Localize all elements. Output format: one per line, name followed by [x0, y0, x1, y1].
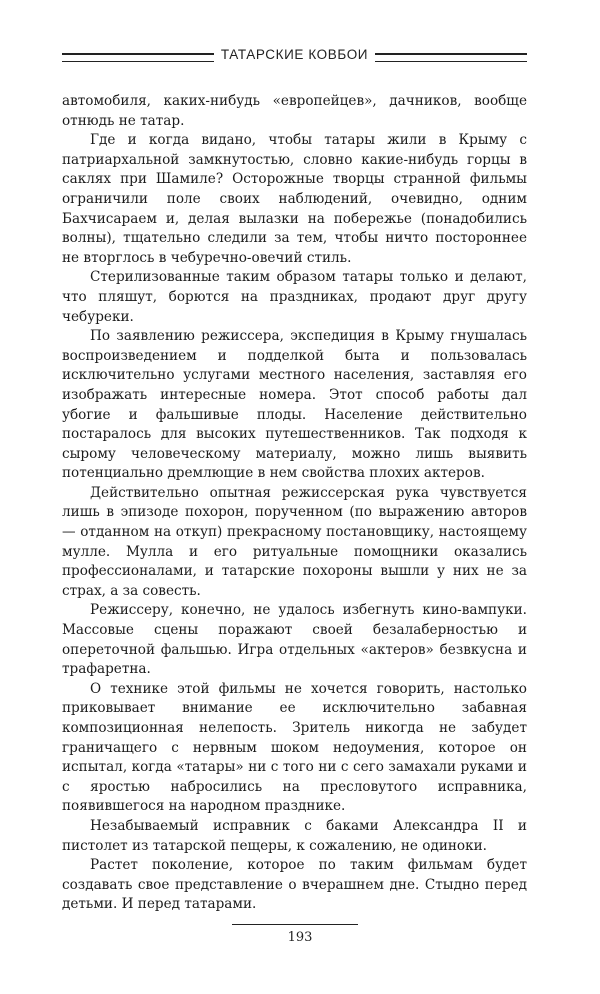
page-number: 193 [287, 930, 313, 945]
header-rule-left [62, 53, 214, 62]
paragraph: Растет поколение, которое по таким фильмам будет создавать свое представление о вчерашнем дне. Стыдно перед детьми. И перед татарами. [62, 857, 527, 913]
paragraph: Незабываемый исправник с баками Александра II и пистолет из татарской пещеры, к сожалению, не одиноки. [62, 817, 527, 854]
paragraph: По заявлению режиссера, экспедиция в Крыму гнушалась воспроизведением и подделкой быта и пользовалась исключительно услугами местного населения, заставляя его изображать интересные номера. Этот способ работы дал убогие и фальшивые плоды. Население действительно постаралось для высоких путешественников. Так подходя к сырому человеческому материалу, можно лишь выявить потенциально дремлющие в нем свойства плохих актеров. [62, 328, 527, 482]
running-header [62, 44, 527, 70]
header-rule-right [375, 53, 527, 62]
paragraph: Действительно опытная режиссерская рука чувствуется лишь в эпизоде похорон, порученном (по выражению авторов — отданном на откуп) прекрасному постановщику, настоящему мулле. Мулла и его ритуальные помощники оказались профессионалами, и татарские похороны вышли у них не за страх, а за совесть. [62, 484, 527, 599]
paragraph: Режиссеру, конечно, не удалось избегнуть кино-вампуки. Массовые сцены поражают своей безалаберностью и опереточной фальшью. Игра отдельных «актеров» безвкусна и трафаретна. [62, 602, 527, 678]
paragraph: О технике этой фильмы не хочется говорить, настолько приковывает внимание ее исключительно забавная композиционная нелепость. Зритель никогда не забудет граничащего с нервным шоком недоумения, которое он испытал, когда «татары» ни с того ни с сего замахали руками и с яростью набросились на пресловутого исправника, появившегося на народном празднике. [62, 680, 527, 815]
body-text [62, 92, 527, 915]
paragraph: Где и когда видано, чтобы татары жили в Крыму с патриархальной замкнутостью, словно какие-нибудь горцы в саклях при Шамиле? Осторожные творцы странной фильмы ограничили поле своих наблюдений, очевидно, одним Бахчисараем и, делая вылазки на побережье (понадобились волны), тщательно следили за тем, чтобы ничто постороннее не вторглось в чебуречно-овечий стиль. [62, 132, 527, 266]
paragraph: автомобиля, каких-нибудь «европейцев», дачников, вообще отнюдь не татар. [62, 93, 527, 129]
footer-rule [232, 924, 358, 925]
running-title: ТАТАРСКИЕ КОВБОИ [220, 47, 369, 62]
paragraph: Стерилизованные таким образом татары только и делают, что пляшут, борются на праздниках, продают друг другу чебуреки. [62, 269, 527, 325]
